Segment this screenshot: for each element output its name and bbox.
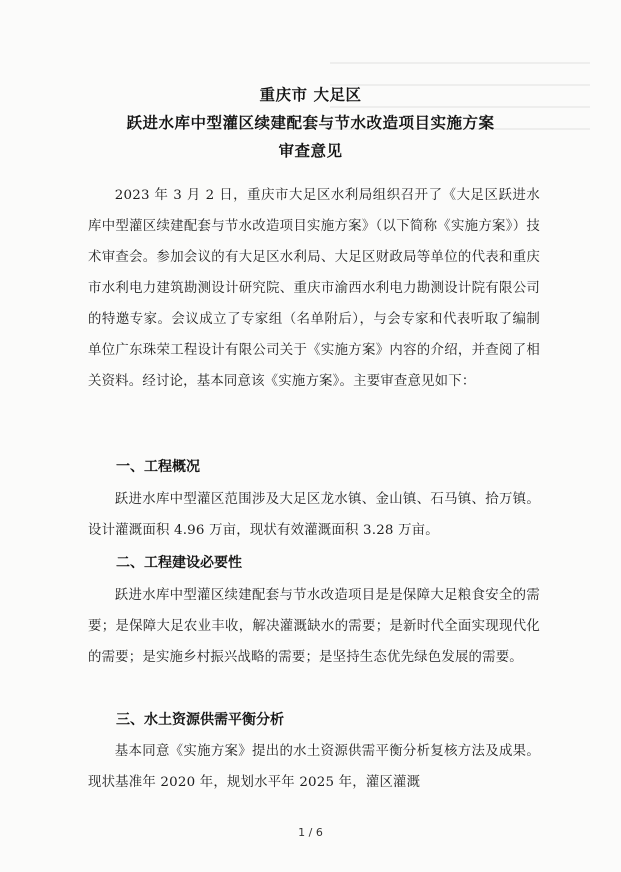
title-opinion: 审查意见 [278,142,343,160]
intro-paragraph: 2023 年 3 月 2 日，重庆市大足区水利局组织召开了《大足区跃进水库中型灌区续建配套与节水改造项目实施方案》（以下简称《实施方案》）技术审查会。参加会议的有大足区水利局、大足区财政局等单位的代表和重庆市水利电力建筑勘测设计研究院、重庆市渝西水利电力勘测设计院有限公司的特邀专家。会议成立了专家组（名单附后），与会专家和代表听取了编制单位广东珠荣工程设计有限公司关于《实施方案》内容的介绍，并查阅了相关资料。经讨论，基本同意该《实施方案》。主要审查意见如下： [88,188,540,389]
section-body-overview: 跃进水库中型灌区范围涉及大足区龙水镇、金山镇、石马镇、拾万镇。设计灌溉面积 4.96 万亩，现状有效灌溉面积 3.28 万亩。 [88,492,540,538]
title-region: 重庆市 大足区 [259,86,362,104]
section-body-water-balance: 基本同意《实施方案》提出的水土资源供需平衡分析复核方法及成果。现状基准年 2020 年，规划水平年 2025 年，灌区灌溉 [88,744,540,790]
section-heading-overview: 一、工程概况 [116,459,200,475]
title-project: 跃进水库中型灌区续建配套与节水改造项目实施方案 [126,114,495,132]
section-heading-necessity: 二、工程建设必要性 [116,555,242,571]
section-heading-water-balance: 三、水土资源供需平衡分析 [116,712,284,728]
section-body-necessity: 跃进水库中型灌区续建配套与节水改造项目是是保障大足粮食安全的需要；是保障大足农业丰收，解决灌溉缺水的需要；是新时代全面实现现代化的需要；是实施乡村振兴战略的需要；是坚持生态优先绿色发展的需要。 [88,588,540,665]
page-number: 1 / 6 [298,826,323,839]
